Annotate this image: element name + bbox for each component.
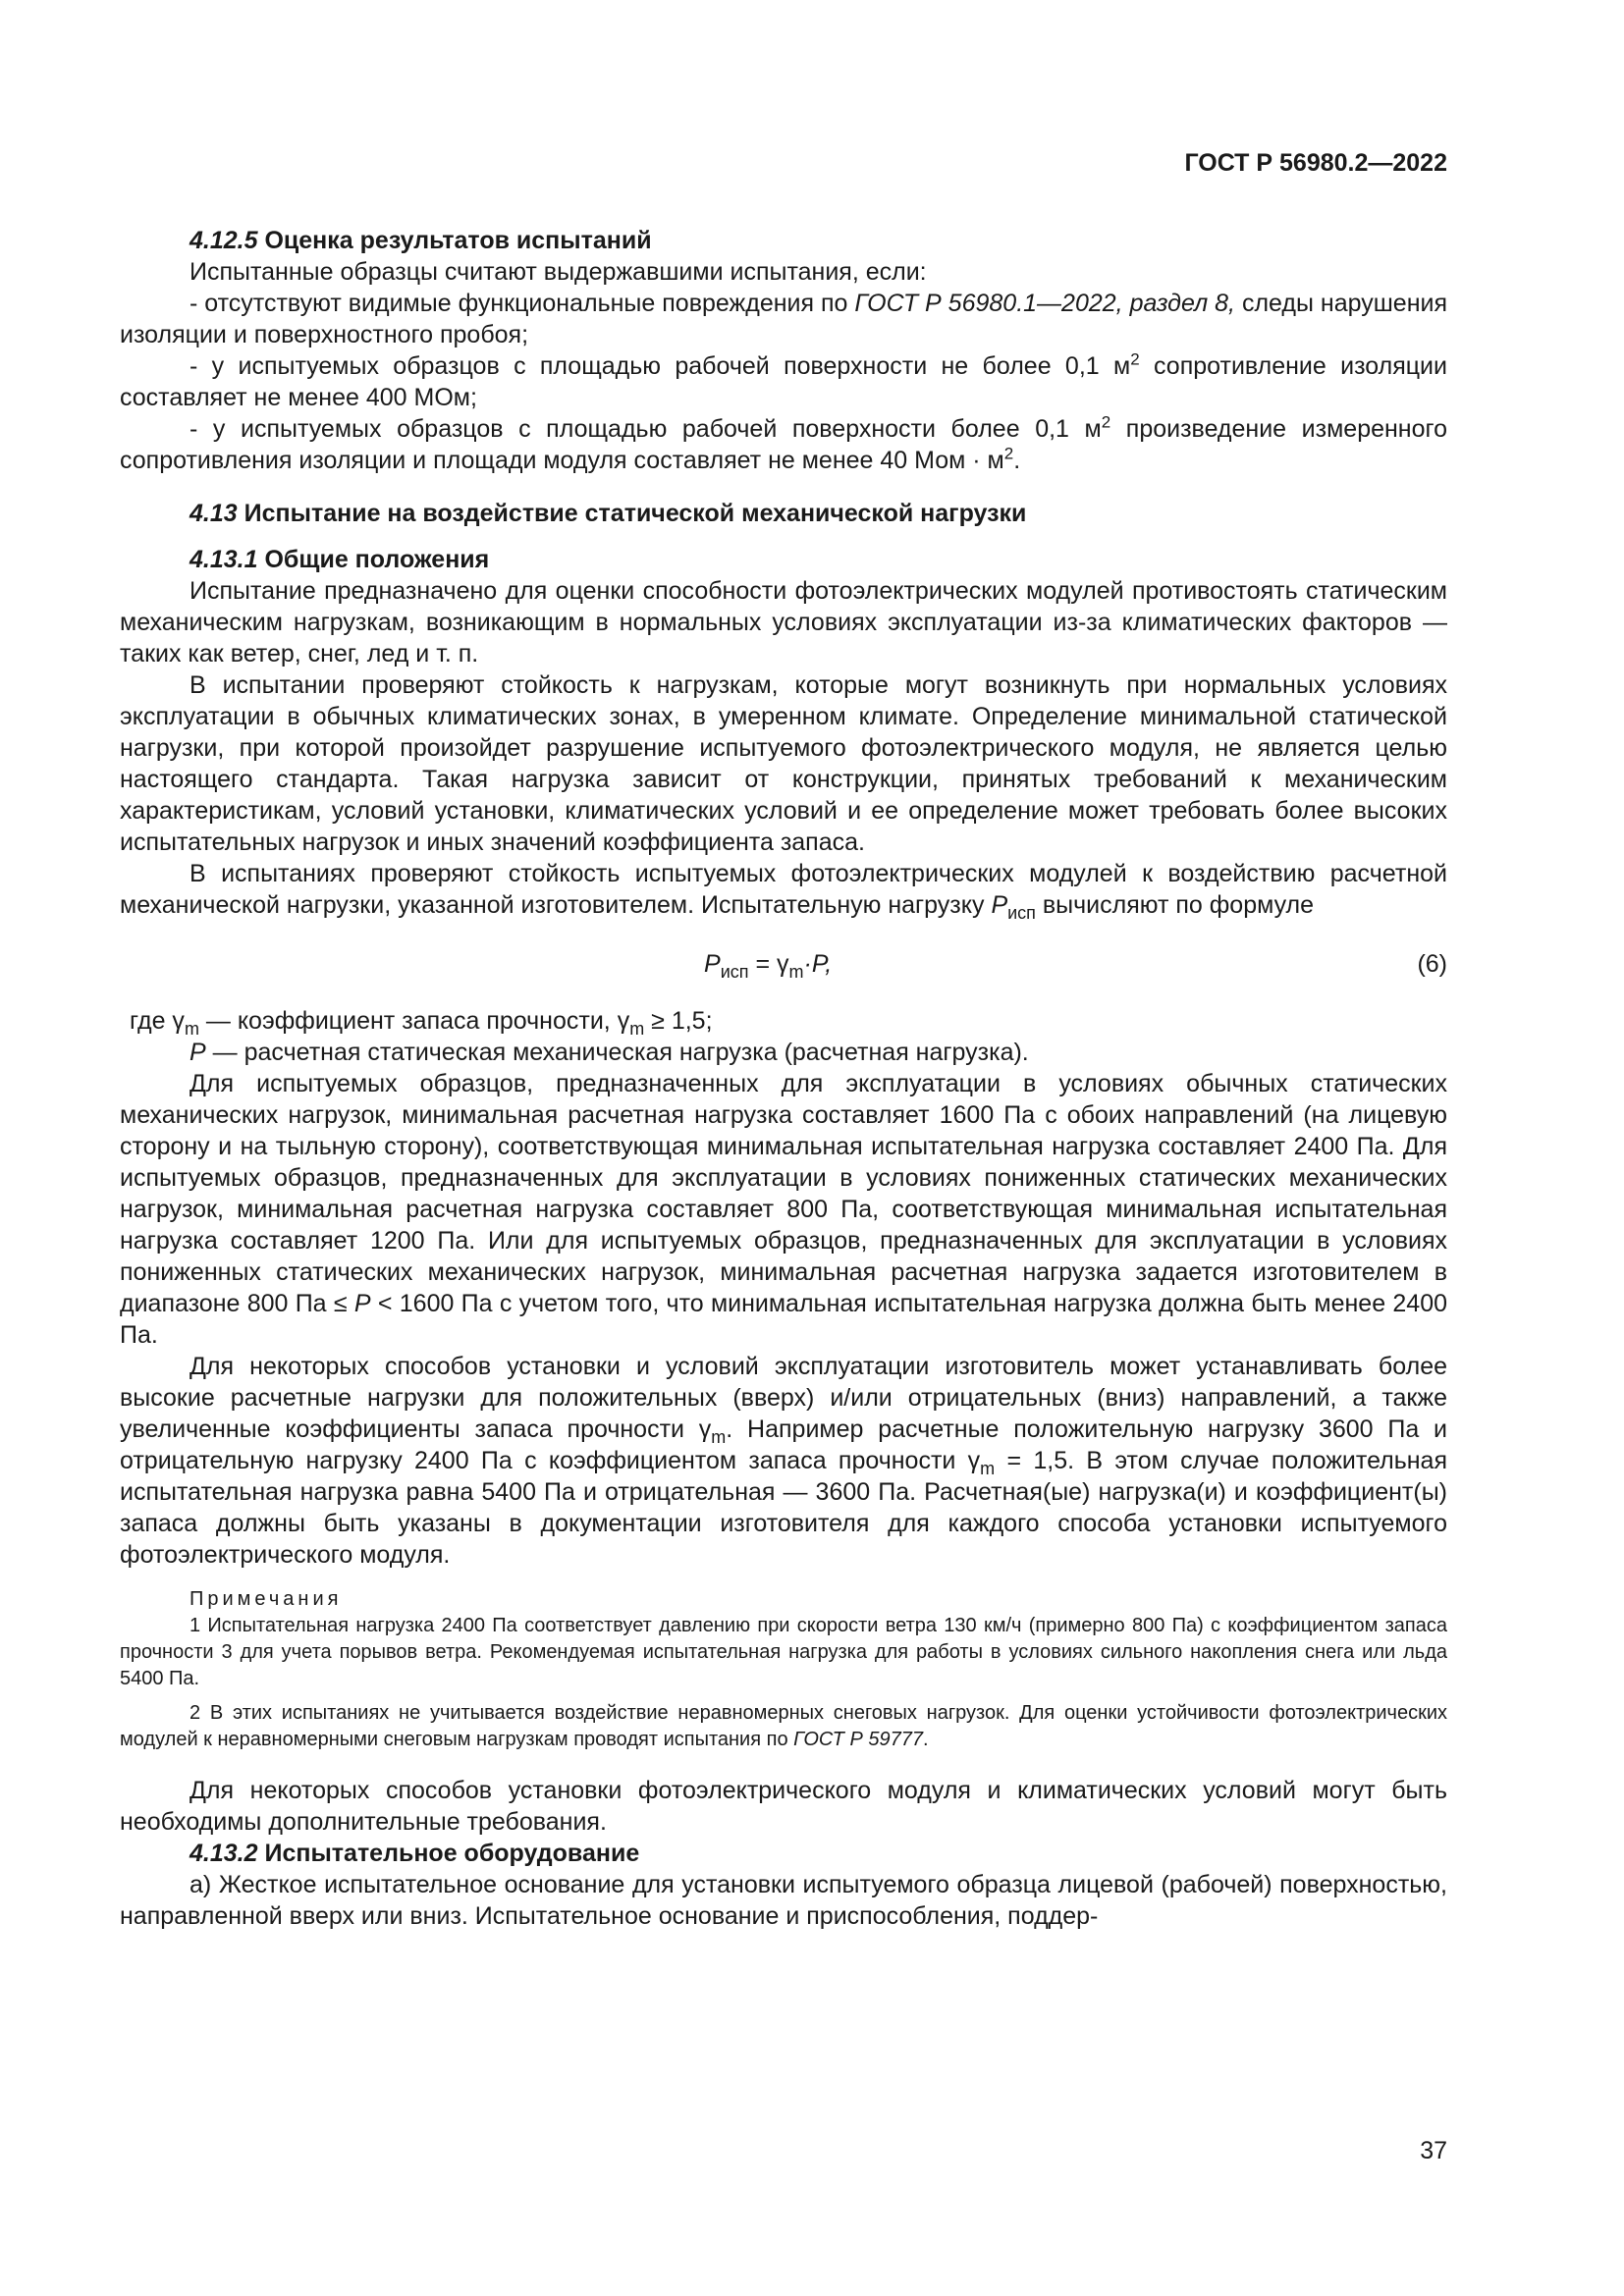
variable: ·P, (803, 950, 833, 978)
text: сопротивление изоляции составляет не менее 400 МОм; (120, 352, 1447, 411)
section-4-13-1-heading (120, 544, 1447, 575)
formula-6 (120, 933, 1447, 995)
text: произведение измеренного сопротивления изоляции и площади модуля составляет не менее 40 Мом · м (120, 415, 1447, 474)
text: следы нарушения изоляции и поверхностного пробоя; (120, 290, 1447, 348)
formula-legend-item (120, 1037, 1447, 1068)
page-number: 37 (1420, 2137, 1447, 2164)
text: - у испытуемых образцов с площадью рабочей поверхности не более 0,1 м (189, 352, 1131, 380)
subscript: m (629, 1019, 645, 1039)
text: < 1600 Па с учетом того, что минимальная испытательная нагрузка должна быть менее 2400 Па. (120, 1290, 1448, 1349)
text: Для испытуемых образцов, предназначенных для эксплуатации в условиях обычных статических механических нагрузок, минимальная расчетная нагрузка составляет 1600 Па с обоих направлений (на лицевую сторону и на тыльную сторону), соответствующая минимальная испытательная нагрузка составляет 2400 Па. Для испытуемых образцов, предназначенных для эксплуатации в условиях пониженных статических механических нагрузок, минимальная расчетная нагрузка составляет 800 Па, соответствующая минимальная испытательная нагрузка составляет 1200 Па. Или для испытуемых образцов, предназначенных для эксплуатации в условиях пониженных статических механических нагрузок, минимальная расчетная нагрузка задается изготовителем в диапазоне 800 Па ≤ (120, 1070, 1447, 1317)
section-title: Общие положения (264, 546, 490, 573)
paragraph (120, 1068, 1447, 1351)
text: . Например расчетные положительную нагрузку 3600 Па и отрицательную нагрузку 2400 Па с коэффициентом запаса прочности γ (120, 1415, 1448, 1474)
section-4-12-5-heading (120, 225, 1447, 256)
formula-legend (120, 1005, 1447, 1037)
paragraph: а) Жесткое испытательное основание для установки испытуемого образца лицевой (рабочей) поверхностью, направленной вверх или вниз. Испытательное основание и приспособления, поддер- (120, 1871, 1447, 1930)
text: Для некоторых способов установки и условий эксплуатации изготовитель может устанавливать более высокие расчетные нагрузки для положительных (вверх) и/или отрицательных (вниз) направлений, а также увеличенные коэффициенты запаса прочности γ (120, 1353, 1447, 1443)
paragraph: Испытанные образцы считают выдержавшими испытания, если: (189, 258, 927, 286)
section-number: 4.13 (189, 500, 238, 527)
paragraph: В испытании проверяют стойкость к нагрузкам, которые могут возникнуть при нормальных условиях эксплуатации в обычных климатических зонах, в умеренном климате. Определение минимальной статической нагрузки, при которой произойдет разрушение испытуемого фотоэлектрического модуля, не является целью настоящего стандарта. Такая нагрузка зависит от конструкции, принятых требований к механическим характеристикам, условий установки, климатических условий и ее определение может требовать более высоких испытательных нагрузок и иных значений коэффициента запаса. (120, 671, 1447, 856)
text: - у испытуемых образцов с площадью рабочей поверхности более 0,1 м (189, 415, 1102, 443)
list-item (120, 413, 1447, 476)
list-item (120, 350, 1447, 413)
section-title: Испытание на воздействие статической механической нагрузки (244, 500, 1027, 527)
text: 2 В этих испытаниях не учитывается воздействие неравномерных снеговых нагрузок. Для оценки устойчивости фотоэлектрических модулей к неравномерными снеговым нагрузкам проводят испытания по (120, 1702, 1447, 1750)
subscript: m (711, 1427, 727, 1447)
standard-reference: ГОСТ Р 56980.1—2022, раздел 8, (854, 290, 1235, 317)
subscript: m (980, 1459, 996, 1478)
text: - отсутствуют видимые функциональные повреждения по (189, 290, 855, 317)
text: = 1,5. В этом случае положительная испытательная нагрузка равна 5400 Па и отрицательная — 3600 Па. Расчетная(ые) нагрузка(и) и коэффициент(ы) запаса должны быть указаны в документации изготовителя для каждого способа установки испытуемого фотоэлектрического модуля. (120, 1447, 1447, 1569)
text: где γ (130, 1007, 185, 1035)
section-title: Оценка результатов испытаний (264, 227, 652, 254)
subscript: m (184, 1019, 199, 1039)
text: вычисляют по формуле (1035, 891, 1315, 919)
subscript: исп (720, 962, 749, 982)
note-1: 1 Испытательная нагрузка 2400 Па соответствует давлению при скорости ветра 130 км/ч (примерно 800 Па) с коэффициентом запаса прочности 3 для учета порывов ветра. Рекомендуемая испытательная нагрузка для работы в условиях сильного накопления снега или льда 5400 Па. (120, 1615, 1447, 1689)
section-number: 4.13.1 (189, 546, 258, 573)
notes-title: Примечания (189, 1588, 343, 1610)
superscript: 2 (1130, 349, 1140, 369)
superscript: 2 (1101, 412, 1111, 432)
subscript: исп (1007, 903, 1036, 923)
formula-number: (6) (1417, 950, 1447, 978)
text: В испытаниях проверяют стойкость испытуемых фотоэлектрических модулей к воздействию расчетной механической нагрузки, указанной изготовителем. Испытательную нагрузку (120, 860, 1447, 919)
variable: P (991, 891, 1008, 919)
text: . (922, 1729, 929, 1750)
text: ≥ 1,5; (644, 1007, 713, 1035)
section-number: 4.13.2 (189, 1840, 258, 1867)
superscript: 2 (1003, 444, 1014, 463)
subscript: m (788, 962, 804, 982)
list-item (120, 288, 1447, 350)
document-body (120, 225, 1447, 1932)
paragraph: Испытание предназначено для оценки способности фотоэлектрических модулей противостоять статическим механическим нагрузкам, возникающим в нормальных условиях эксплуатации из-за климатических факторов — таких как ветер, снег, лед и т. п. (120, 577, 1447, 667)
section-number: 4.12.5 (189, 227, 258, 254)
paragraph (120, 1351, 1447, 1571)
text: — коэффициент запаса прочности, γ (198, 1007, 630, 1035)
paragraph: Для некоторых способов установки фотоэлектрического модуля и климатических условий могут быть необходимы дополнительные требования. (120, 1777, 1447, 1836)
section-4-13-heading (120, 498, 1447, 529)
paragraph (120, 858, 1447, 921)
standard-reference: ГОСТ Р 59777 (793, 1729, 923, 1750)
note-2 (120, 1700, 1447, 1753)
text: . (1013, 447, 1021, 474)
variable: P (704, 950, 721, 978)
variable: P (353, 1290, 371, 1317)
document-code: ГОСТ Р 56980.2—2022 (1184, 149, 1447, 177)
formula-expression (704, 948, 832, 980)
section-title: Испытательное оборудование (264, 1840, 640, 1867)
text: = γ (748, 950, 789, 978)
section-4-13-2-heading (120, 1838, 1447, 1869)
variable: P (189, 1039, 206, 1066)
text: — расчетная статическая механическая нагрузка (расчетная нагрузка). (205, 1039, 1029, 1066)
